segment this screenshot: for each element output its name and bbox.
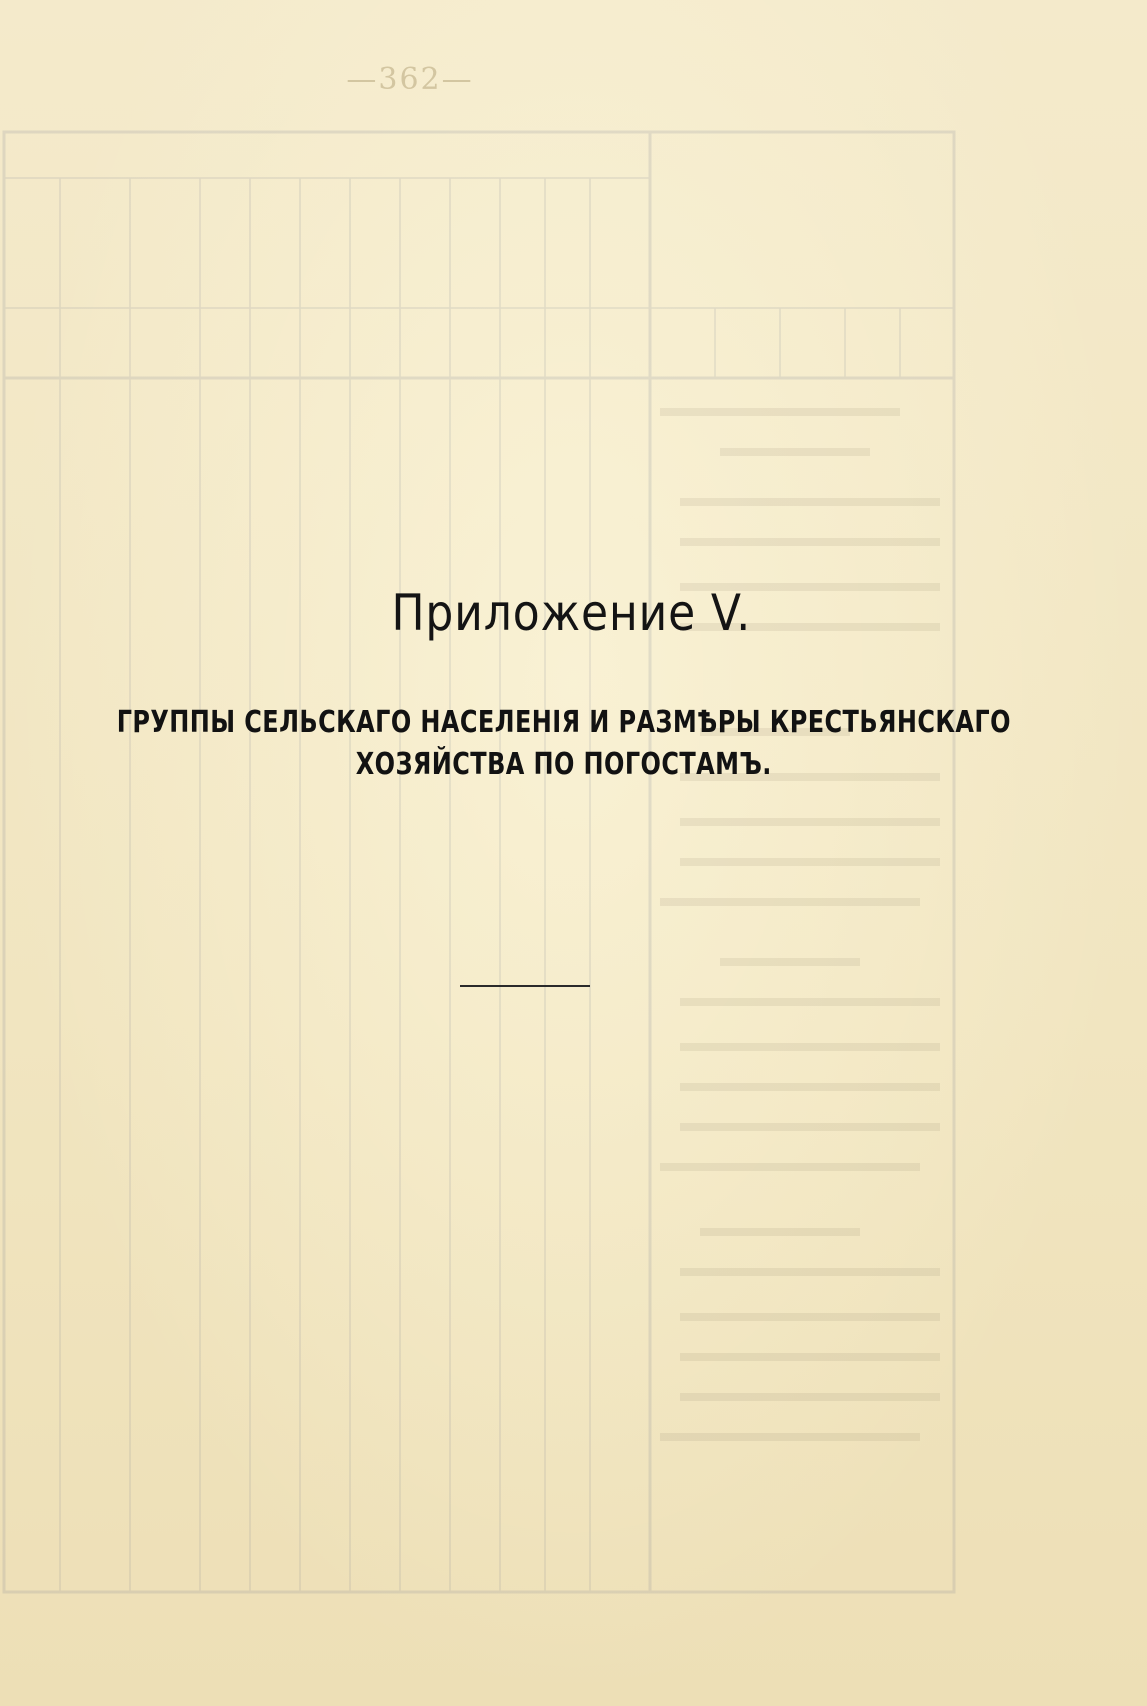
decorative-rule <box>460 985 590 987</box>
page-number: —362— <box>346 62 474 97</box>
appendix-title: Приложение V. <box>391 584 752 642</box>
section-heading-line-2: ХОЗЯЙСТВА ПО ПОГОСТАМЪ. <box>355 747 772 782</box>
bleed-through-table <box>0 128 960 1598</box>
section-heading-line-1: ГРУППЫ СЕЛЬСКАГО НАСЕЛЕНІЯ И РАЗМѢРЫ КРЕСТЬЯНСКАГО <box>116 705 1011 740</box>
